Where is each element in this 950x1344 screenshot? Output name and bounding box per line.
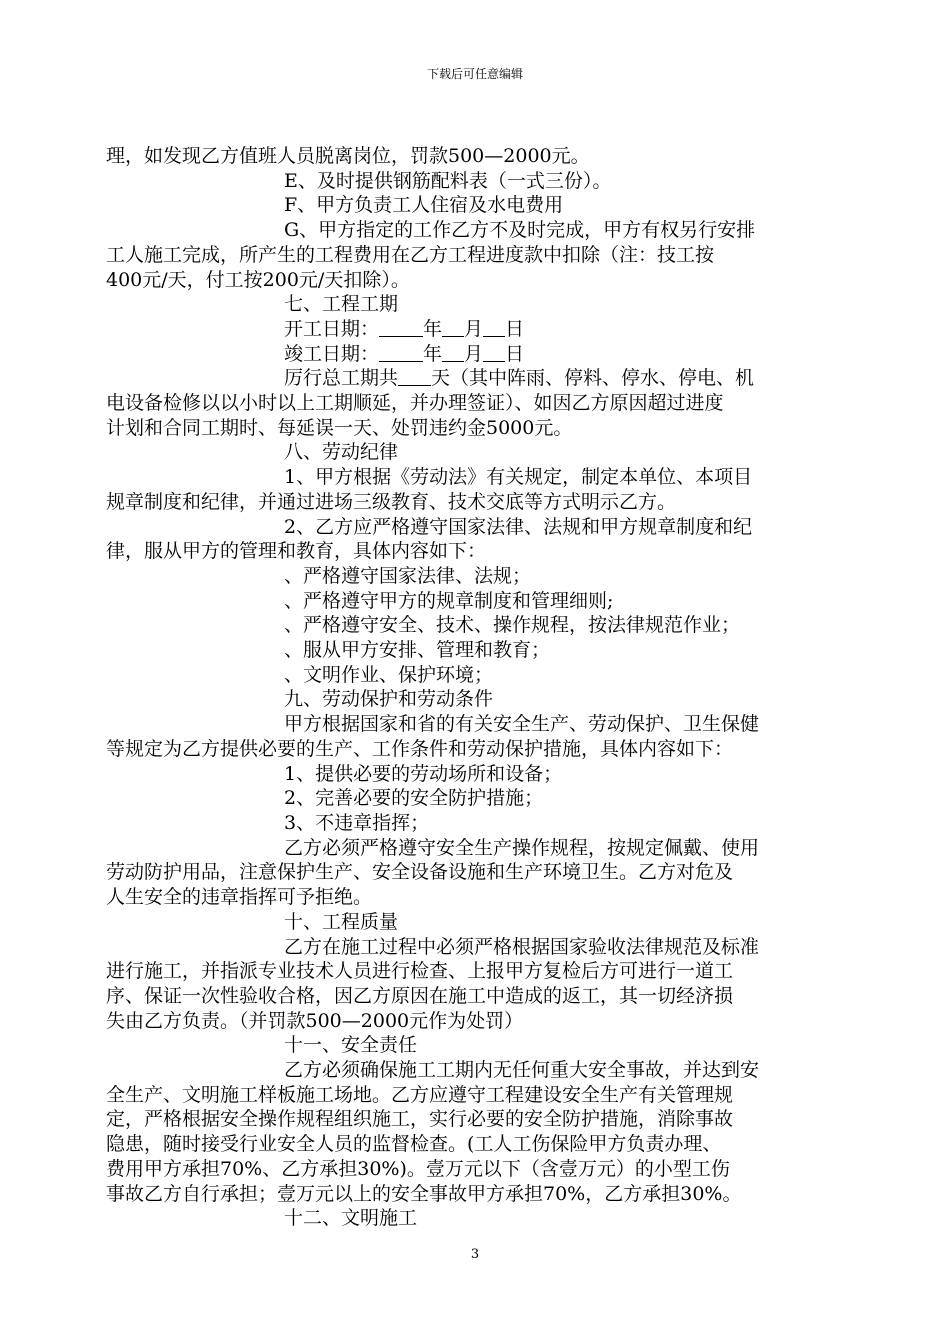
text-line xyxy=(106,490,846,515)
text-line xyxy=(106,465,846,490)
line-text: 十一、安全责任 xyxy=(284,1034,418,1057)
blank-field xyxy=(483,343,505,362)
text-line xyxy=(106,440,846,465)
text-line xyxy=(106,984,846,1009)
text-line xyxy=(106,638,846,663)
text-line xyxy=(106,1009,846,1034)
blank-field xyxy=(442,318,464,337)
text-line xyxy=(106,268,846,293)
text-line xyxy=(106,663,846,688)
text-line xyxy=(106,935,846,960)
text-line xyxy=(106,515,846,540)
line-text: 工人施工完成，所产生的工程费用在乙方工程进度款中扣除（注：技工按 xyxy=(106,243,715,266)
text-line xyxy=(106,342,846,367)
line-text: F、甲方负责工人住宿及水电费用 xyxy=(284,194,564,217)
text-line xyxy=(106,811,846,836)
line-text: 3、不违章指挥； xyxy=(284,811,430,834)
line-text: 定，严格根据安全操作规程组织施工，实行必要的安全防护措施，消除事故 xyxy=(106,1108,734,1131)
line-text: 乙方在施工过程中必须严格根据国家验收法律规范及标准 xyxy=(284,935,760,958)
line-text: E、及时提供钢筋配料表（一式三份）。 xyxy=(284,169,612,192)
line-text: 七、工程工期 xyxy=(284,293,399,316)
line-text: 、服从甲方安排、管理和教育； xyxy=(284,639,551,662)
text-line xyxy=(106,416,846,441)
line-text: 乙方必须确保施工工期内无任何重大安全事故，并达到安 xyxy=(284,1059,760,1082)
date-unit: 年 xyxy=(423,317,443,340)
line-text: 乙方必须严格遵守安全生产操作规程，按规定佩戴、使用 xyxy=(284,836,760,859)
text-line xyxy=(106,836,846,861)
text-line xyxy=(106,860,846,885)
text-line xyxy=(106,1182,846,1207)
page-number: 3 xyxy=(470,1247,480,1262)
line-text: 、严格遵守国家法律、法规； xyxy=(284,564,532,587)
blank-field xyxy=(483,318,505,337)
text-line xyxy=(106,959,846,984)
date-unit: 日 xyxy=(505,317,525,340)
text-line xyxy=(106,613,846,638)
text-line xyxy=(106,1083,846,1108)
date-unit: 月 xyxy=(464,342,484,365)
text-line xyxy=(106,1132,846,1157)
line-text: 事故乙方自行承担；壹万元以上的安全事故甲方承担70%，乙方承担30%。 xyxy=(106,1182,742,1205)
line-text: 400元/天，付工按200元/天扣除）。 xyxy=(106,268,410,291)
blank-field xyxy=(379,318,423,337)
text-line xyxy=(106,243,846,268)
page-header: 下载后可任意编辑 xyxy=(426,67,523,81)
line-text: 八、劳动纪律 xyxy=(284,441,399,464)
blank-field xyxy=(442,343,464,362)
line-text: 全生产、文明施工样板施工场地。乙方应遵守工程建设安全生产有关管理规 xyxy=(106,1083,734,1106)
line-text: 1、甲方根据《劳动法》有关规定，制定本单位、本项目 xyxy=(284,466,753,489)
text-line xyxy=(106,391,846,416)
text-line xyxy=(106,366,846,391)
line-text: 九、劳动保护和劳动条件 xyxy=(284,688,494,711)
line-text: 、严格遵守安全、技术、操作规程，按法律规范作业； xyxy=(284,614,741,637)
text-line xyxy=(106,589,846,614)
line-text: 、严格遵守甲方的规章制度和管理细则; xyxy=(284,589,614,612)
text-line xyxy=(106,762,846,787)
line-text: 进行施工，并指派专业技术人员进行检查、上报甲方复检后方可进行一道工 xyxy=(106,960,734,983)
text-line xyxy=(106,1157,846,1182)
text-line xyxy=(106,218,846,243)
text-line xyxy=(106,169,846,194)
line-text: 等规定为乙方提供必要的生产、工作条件和劳动保护措施，具体内容如下： xyxy=(106,737,734,760)
line-text: 电设备检修以以小时以上工期顺延，并办理签证）、如因乙方原因超过进度 xyxy=(106,392,724,415)
blank-field xyxy=(379,343,423,362)
line-text: 序、保证一次性验收合格，因乙方原因在施工中造成的返工，其一切经济损 xyxy=(106,984,734,1007)
line-text: 隐患，随时接受行业安全人员的监督检查。(工人工伤保险甲方负责办理、 xyxy=(106,1133,722,1156)
text-line xyxy=(106,1206,846,1231)
line-text: 理，如发现乙方值班人员脱离岗位，罚款500—2000元。 xyxy=(106,145,590,167)
line-text: 竣工日期： xyxy=(284,342,380,365)
line-text: 十、工程质量 xyxy=(284,910,399,933)
blank-field xyxy=(398,367,431,386)
text-line xyxy=(106,292,846,317)
line-text: 计划和合同工期时、每延误一天、处罚违约金5000元。 xyxy=(106,416,573,439)
text-line xyxy=(106,687,846,712)
text-line xyxy=(106,786,846,811)
text-line xyxy=(106,144,846,169)
text-line xyxy=(106,885,846,910)
text-line xyxy=(106,193,846,218)
date-unit: 年 xyxy=(423,342,443,365)
date-unit: 日 xyxy=(505,342,525,365)
text-line xyxy=(106,1033,846,1058)
line-text: G、甲方指定的工作乙方不及时完成，甲方有权另行安排 xyxy=(284,219,756,242)
date-unit: 月 xyxy=(464,317,484,340)
document-body xyxy=(106,144,846,1231)
line-text: 人生安全的违章指挥可予拒绝。 xyxy=(106,886,373,909)
line-text: 费用甲方承担70%、乙方承担30%)。壹万元以下（含壹万元）的小型工伤 xyxy=(106,1157,730,1180)
line-text: 、文明作业、保护环境； xyxy=(284,663,494,686)
text-line xyxy=(106,1107,846,1132)
line-text: 劳动防护用品，注意保护生产、安全设备设施和生产环境卫生。乙方对危及 xyxy=(106,861,734,884)
text-line xyxy=(106,539,846,564)
line-text: 开工日期： xyxy=(284,317,380,340)
line-text: 规章制度和纪律，并通过进场三级教育、技术交底等方式明示乙方。 xyxy=(106,490,677,513)
line-text: 2、完善必要的安全防护措施； xyxy=(284,787,544,810)
text-line xyxy=(106,1058,846,1083)
line-text: 厉行总工期共 xyxy=(284,367,399,390)
line-text: 律，服从甲方的管理和教育，具体内容如下： xyxy=(106,540,487,563)
line-text: 1、提供必要的劳动场所和设备； xyxy=(284,762,563,785)
text-line xyxy=(106,712,846,737)
line-text: 2、乙方应严格遵守国家法律、法规和甲方规章制度和纪 xyxy=(284,515,753,538)
text-line xyxy=(106,737,846,762)
line-text-continued: 天（其中阵雨、停料、停水、停电、机 xyxy=(431,367,755,390)
line-text: 甲方根据国家和省的有关安全生产、劳动保护、卫生保健 xyxy=(284,713,760,736)
text-line xyxy=(106,317,846,342)
line-text: 十二、文明施工 xyxy=(284,1207,418,1230)
text-line xyxy=(106,564,846,589)
text-line xyxy=(106,910,846,935)
line-text: 失由乙方负责。（并罚款500—2000元作为处罚） xyxy=(106,1009,524,1032)
